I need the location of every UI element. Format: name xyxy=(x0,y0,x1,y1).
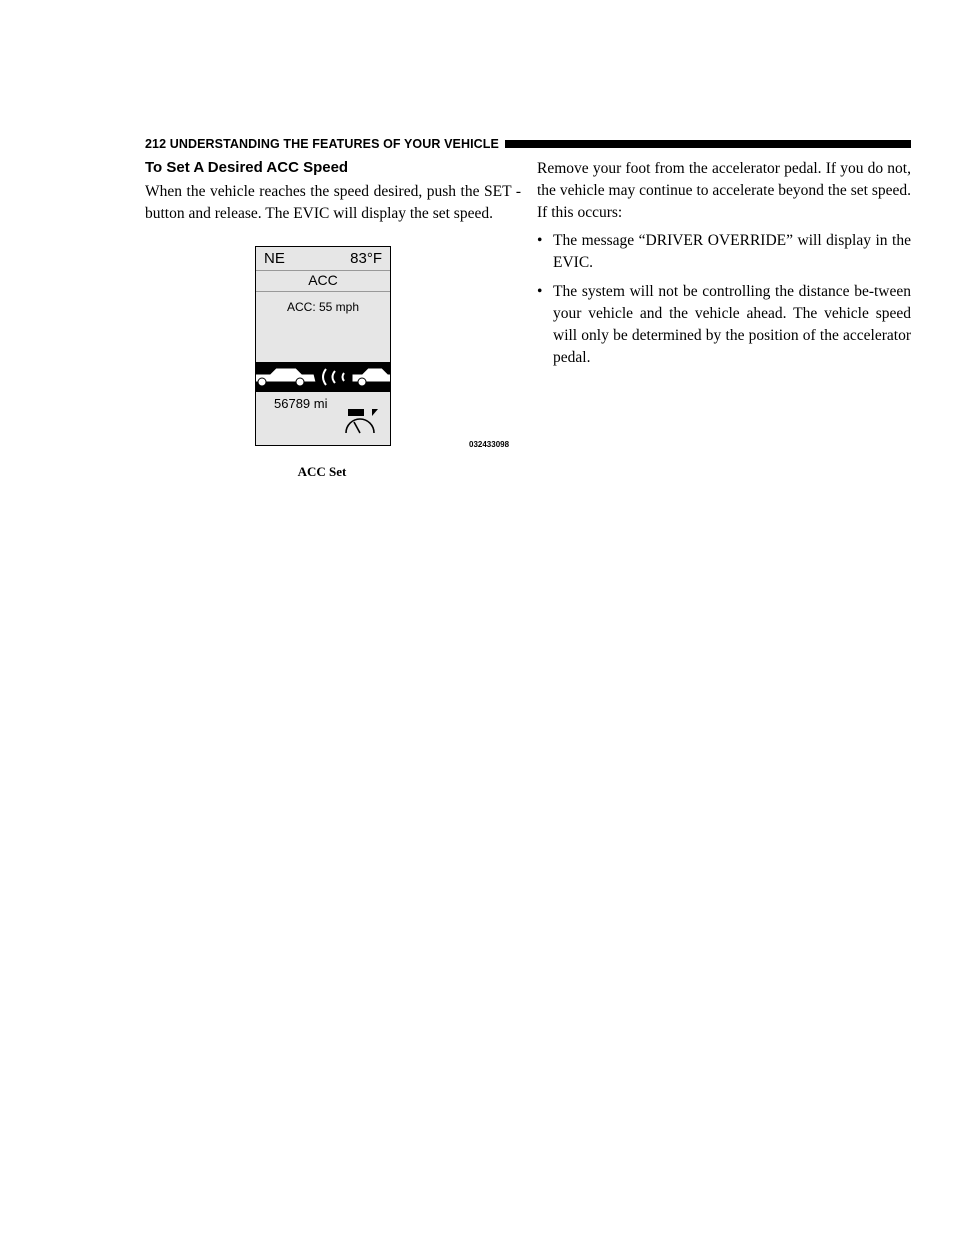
figure-caption: ACC Set xyxy=(297,464,347,479)
car-icon xyxy=(256,368,316,386)
car-icon xyxy=(352,368,390,386)
left-column xyxy=(145,158,521,225)
page-header xyxy=(145,135,911,153)
bullet-list xyxy=(537,230,911,369)
acc-mode-label: ACC xyxy=(308,272,338,288)
figure-code: 032433098 xyxy=(469,440,510,449)
radar-wave-icon xyxy=(323,369,344,385)
evic-top-row xyxy=(256,247,390,269)
page-header-text: 212 UNDERSTANDING THE FEATURES OF YOUR VEHICLE xyxy=(145,137,499,151)
odometer: 56789 mi xyxy=(274,396,328,411)
right-paragraph: Remove your foot from the accelerator pedal. If you do not, the vehicle may continue to accelerate beyond the set speed. If this occurs: xyxy=(537,160,911,221)
distance-band xyxy=(256,362,390,392)
evic-display-figure xyxy=(255,246,391,446)
bullet-text: The message “DRIVER OVERRIDE” will display in the EVIC. xyxy=(553,232,911,271)
bullet-text: The system will not be controlling the distance be-tween your vehicle and the vehicle ahead. The vehicle speed will only be determined by the position of the accelerator pedal. xyxy=(553,283,911,366)
left-paragraph: When the vehicle reaches the speed desired, push the SET - button and release. The EVIC will display the set speed. xyxy=(145,183,521,222)
outside-temperature: 83°F xyxy=(350,249,382,267)
right-column xyxy=(537,158,911,376)
acc-set-speed: ACC: 55 mph xyxy=(286,300,360,314)
list-item: • The message “DRIVER OVERRIDE” will display in the EVIC. xyxy=(537,232,911,271)
header-rule xyxy=(505,140,911,148)
acc-gauge-icon xyxy=(342,407,382,442)
compass-heading: NE xyxy=(264,249,285,267)
divider xyxy=(256,291,390,292)
list-item: • The system will not be controlling the distance be-tween your vehicle and the vehicle ahead. The vehicle speed will only be determined by the position of the accelerator pedal. xyxy=(537,283,911,366)
divider xyxy=(256,270,390,271)
section-title: To Set A Desired ACC Speed xyxy=(145,159,349,176)
